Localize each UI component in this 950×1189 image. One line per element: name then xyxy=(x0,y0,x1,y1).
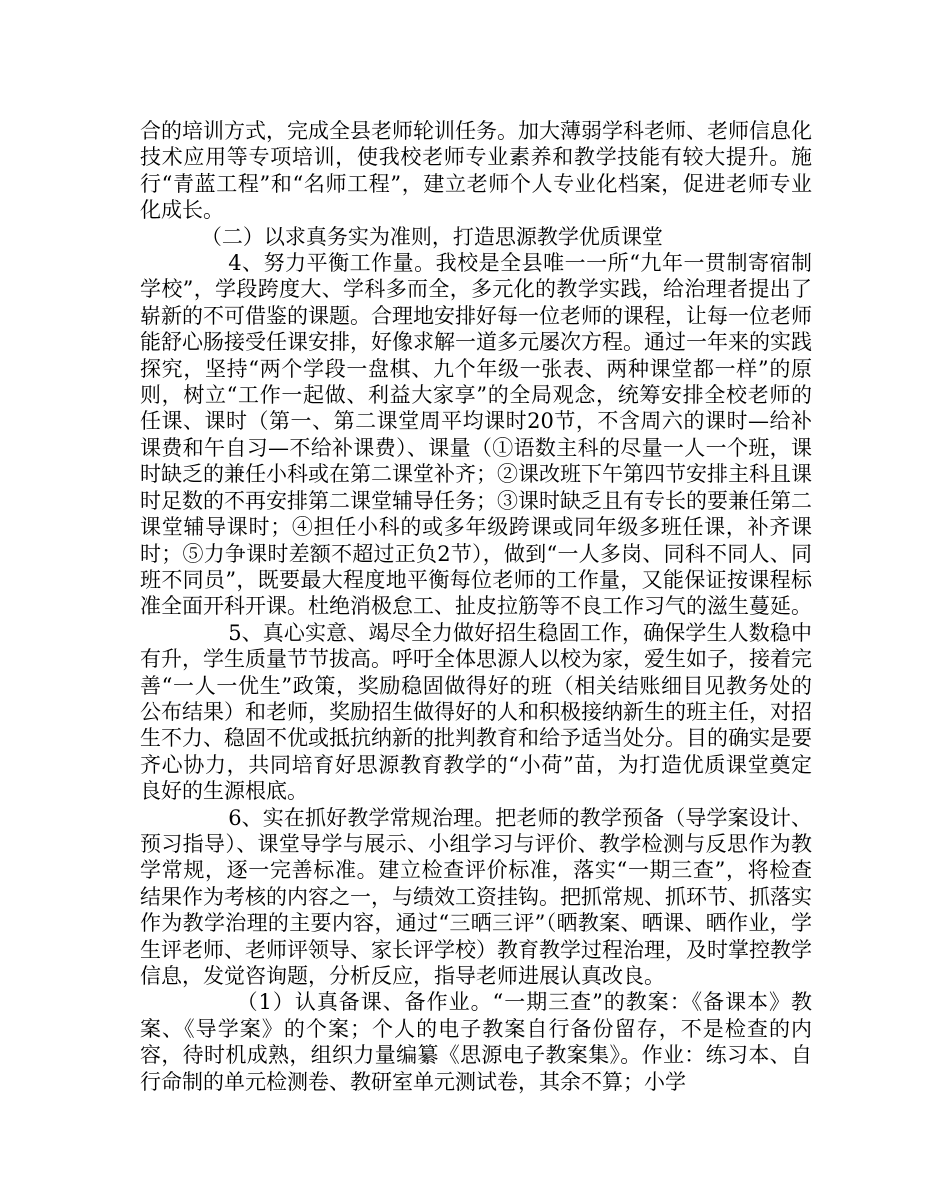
paragraph-item-6-routine: 6、实在抓好教学常规治理。把老师的教学预备（导学案设计、预习指导）、课堂导学与展示、小组学习与评价、教学检测与反思作为教学常规，逐一完善标准。建立检查评价标准，落实“一期三查”，将检查结果作为考核的内容之一，与绩效工资挂钩。把抓常规、抓环节、抓落实作为教学治理的主要内容，通过“三晒三评”（晒教案、晒课、晒作业，学生评老师、老师评领导、家长评学校）教育教学过程治理，及时掌控教学信息，发觉咨询题，分析反应，指导老师进展认真改良。 xyxy=(140,805,812,988)
paragraph-subitem-1-lesson-prep: （1）认真备课、备作业。“一期三查”的教案：《备课本》教案、《导学案》的个案；个人的电子教案自行备份留存，不是检查的内容，待时机成熟，组织力量编纂《思源电子教案集》。作业：练习本、自行命制的单元检测卷、教研室单元测试卷，其余不算；小学 xyxy=(140,990,812,1094)
paragraph-item-4-workload: 4、努力平衡工作量。我校是全县唯一一所“九年一贯制寄宿制学校”，学段跨度大、学科多而全，多元化的教学实践，给治理者提出了崭新的不可借鉴的课题。合理地安排好每一位老师的课程，让每一位老师能舒心肠接受任课安排，好像求解一道多元屡次方程。通过一年来的实践探究，坚持“两个学段一盘棋、九个年级一张表、两种课堂都一样”的原则，树立“工作一起做、利益大家享”的全局观念，统筹安排全校老师的任课、课时（第一、第二课堂周平均课时20节，不含周六的课时—给补课费和午自习—不给补课费）、课量（①语数主科的尽量一人一个班，课时缺乏的兼任小科或在第二课堂补齐；②课改班下午第四节安排主科且课时足数的不再安排第二课堂辅导任务；③课时缺乏且有专长的要兼任第二课堂辅导课时；④担任小科的或多年级跨课或同年级多班任课，补齐课时；⑤力争课时差额不超过正负2节），做到“一人多岗、同科不同人、同班不同员”，既要最大程度地平衡每位老师的工作量，又能保证按课程标准全面开科开课。杜绝消极怠工、扯皮拉筋等不良工作习气的滋生蔓延。 xyxy=(140,251,812,619)
paragraph-training-continuation: 合的培训方式，完成全县老师轮训任务。加大薄弱学科老师、老师信息化技术应用等专项培训，使我校老师专业素养和教学技能有较大提升。施行“青蓝工程”和“名师工程”，建立老师个人专业化档案，促进老师专业化成长。 xyxy=(140,119,812,223)
document-page xyxy=(140,118,812,1095)
section-heading-2: （二）以求真务实为准则，打造思源教学优质课堂 xyxy=(200,224,663,249)
paragraph-item-5-enrollment: 5、真心实意、竭尽全力做好招生稳固工作，确保学生人数稳中有升，学生质量节节拔高。呼吁全体思源人以校为家，爱生如子，接着完善“一人一优生”政策，奖励稳固做得好的班（相关结账细目见教务处的公布结果）和老师，奖励招生做得好的人和积极接纳新生的班主任，对招生不力、稳固不优或抵抗纳新的批判教育和给予适当处分。目的确实是要齐心协力，共同培育好思源教育教学的“小荷”苗，为打造优质课堂奠定良好的生源根底。 xyxy=(140,620,812,804)
